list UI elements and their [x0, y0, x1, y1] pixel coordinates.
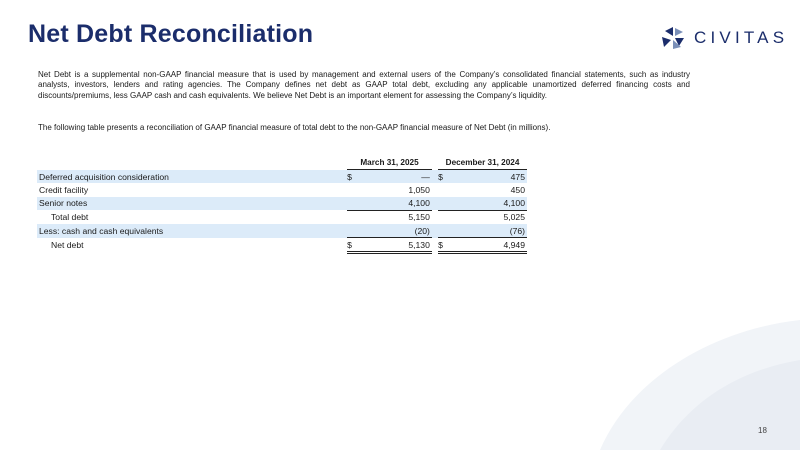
currency-symbol: $	[347, 238, 357, 253]
column-header-december-2024: December 31, 2024	[438, 156, 527, 170]
value-december-2024: 450	[510, 184, 525, 195]
table-row	[37, 183, 527, 196]
currency-symbol	[347, 210, 357, 224]
logo-wordmark: CIVITAS	[694, 28, 789, 47]
intro-paragraph: Net Debt is a supplemental non-GAAP financial measure that is used by management and external users of the Company’s consolidated financial statements, such as industry analysts, investors, lenders and rating agencies. The Company defines net debt as GAAP total debt, excluding any applicable unamortized deferred financing costs and discounts/premiums, less GAAP cash and cash equivalents. We believe Net Debt is an important element for assessing the Company’s liquidity.	[38, 70, 690, 100]
value-december-2024: 475	[448, 170, 527, 184]
value-december-2024: 4,100	[448, 197, 527, 211]
currency-symbol	[347, 197, 357, 211]
currency-symbol	[347, 224, 357, 238]
row-label: Senior notes	[37, 197, 347, 211]
table-row	[37, 210, 527, 224]
page-number: 18	[758, 426, 767, 435]
table-row	[37, 238, 527, 253]
row-label: Credit facility	[39, 184, 89, 195]
civitas-logo-icon	[660, 25, 686, 51]
value-march-2025: (20)	[357, 224, 431, 238]
net-debt-table	[37, 156, 527, 254]
row-label: Total debt	[51, 212, 89, 223]
row-label: Less: cash and cash equivalents	[37, 224, 347, 238]
value-december-2024: 5,025	[503, 212, 525, 223]
table-row	[37, 197, 527, 211]
value-march-2025: 5,150	[408, 212, 430, 223]
table-row	[37, 224, 527, 238]
currency-symbol: $	[438, 170, 448, 184]
currency-symbol	[438, 224, 448, 238]
value-december-2024: 4,949	[448, 238, 527, 253]
currency-symbol	[438, 197, 448, 211]
currency-symbol	[438, 183, 448, 196]
value-march-2025: —	[357, 170, 431, 184]
table-header-row	[37, 156, 527, 170]
currency-symbol	[347, 183, 357, 196]
background-swoosh-graphic	[540, 260, 800, 450]
row-label: Net debt	[51, 240, 84, 251]
currency-symbol: $	[347, 170, 357, 184]
column-header-march-2025: March 31, 2025	[347, 156, 432, 170]
value-december-2024: (76)	[448, 224, 527, 238]
currency-symbol	[438, 210, 448, 224]
currency-symbol: $	[438, 238, 448, 253]
value-march-2025: 5,130	[357, 238, 431, 253]
value-march-2025: 1,050	[408, 184, 430, 195]
row-label: Deferred acquisition consideration	[37, 170, 347, 184]
value-march-2025: 4,100	[357, 197, 431, 211]
page-title: Net Debt Reconciliation	[28, 20, 314, 48]
table-row	[37, 170, 527, 184]
company-logo	[660, 24, 788, 52]
table-note: The following table presents a reconciliation of GAAP financial measure of total debt to the non-GAAP financial measure of Net Debt (in millions).	[38, 123, 551, 132]
